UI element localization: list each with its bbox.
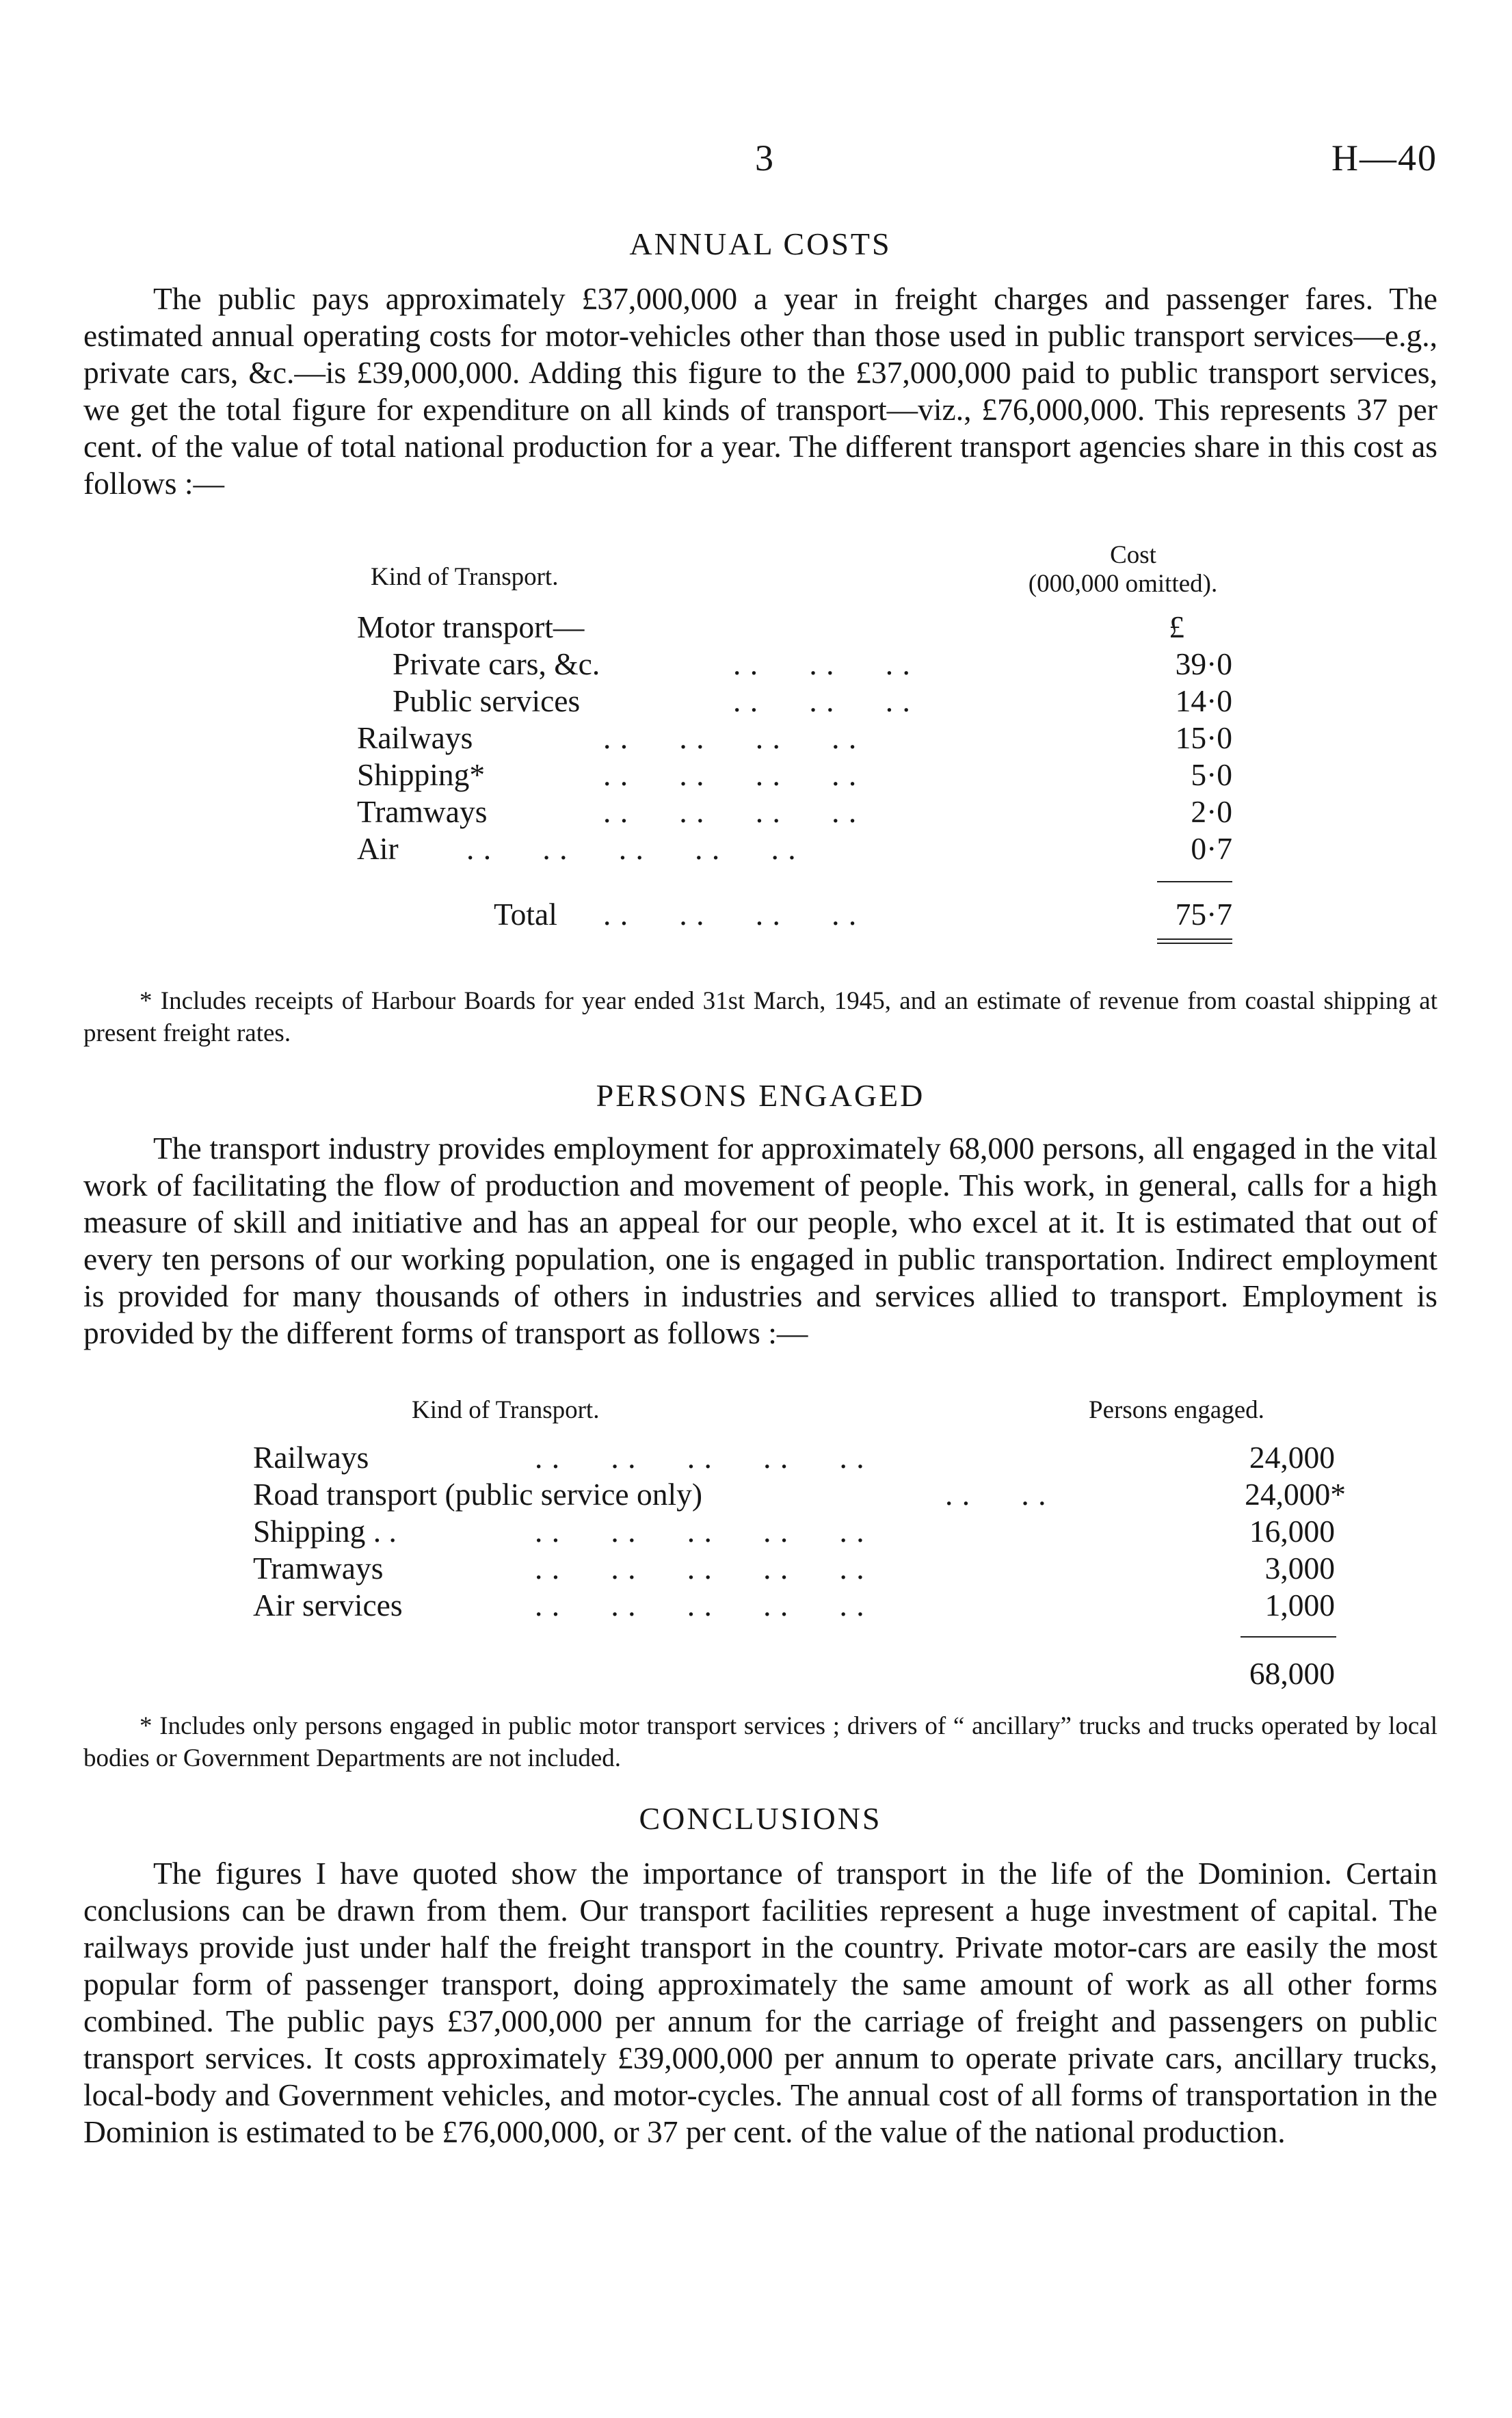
persons-engaged-footnote bbox=[83, 1710, 1437, 1774]
cost-row-leader: . . . . . . bbox=[733, 683, 911, 718]
cost-row-leader: . . . . . . . . bbox=[603, 794, 858, 829]
persons-row-leader: . . . . bbox=[945, 1477, 1047, 1512]
cost-row-label: Public services bbox=[393, 683, 581, 718]
cost-row-value: 0·7 bbox=[1191, 831, 1232, 866]
persons-row-label: Shipping . . bbox=[253, 1514, 397, 1549]
cost-row-value: 2·0 bbox=[1191, 794, 1232, 829]
cost-table-col-cost-line2: (000,000 omitted). bbox=[1028, 570, 1218, 598]
persons-row-leader: . . . . . . . . . . bbox=[535, 1440, 865, 1475]
persons-row-label: Tramways bbox=[253, 1551, 384, 1586]
cost-row-label: Air bbox=[357, 831, 399, 866]
cost-group-label: Motor transport— bbox=[357, 609, 585, 644]
conclusions-paragraph bbox=[83, 1855, 1437, 2151]
persons-engaged-footnote-text: * Includes only persons engaged in public motor transport services ; drivers of “ ancillary” trucks and trucks operated by local bodies or Government Departments are not included. bbox=[83, 1712, 1437, 1772]
cost-row-value: 39·0 bbox=[1175, 646, 1232, 681]
annual-costs-paragraph bbox=[83, 280, 1437, 502]
cost-row bbox=[83, 683, 1437, 720]
cost-row bbox=[83, 720, 1437, 757]
persons-engaged-paragraph bbox=[83, 1130, 1437, 1352]
cost-total-label: Total bbox=[494, 897, 557, 932]
persons-engaged-heading: PERSONS ENGAGED bbox=[596, 1078, 925, 1113]
cost-table-col-kind: Kind of Transport. bbox=[371, 563, 559, 591]
persons-total-value: 68,000 bbox=[1249, 1656, 1335, 1691]
cost-table-col-cost-line1: Cost bbox=[1110, 541, 1156, 569]
cost-row bbox=[83, 793, 1437, 830]
cost-table bbox=[83, 540, 1437, 978]
cost-row-leader: . . . . . . bbox=[733, 646, 911, 681]
cost-total-value: 75·7 bbox=[1175, 897, 1232, 932]
cost-total-leader: . . . . . . . . bbox=[603, 897, 858, 932]
persons-table-col-kind: Kind of Transport. bbox=[412, 1396, 600, 1424]
persons-row-value: 24,000 bbox=[1249, 1440, 1335, 1475]
cost-total-rule bbox=[1157, 881, 1232, 882]
cost-row-leader: . . . . . . . . bbox=[603, 720, 858, 755]
cost-row-leader: . . . . . . . . bbox=[603, 757, 858, 792]
persons-row-leader: . . . . . . . . . . bbox=[535, 1551, 865, 1586]
annual-costs-heading: ANNUAL COSTS bbox=[629, 226, 892, 261]
cost-row-value: 5·0 bbox=[1191, 757, 1232, 792]
persons-row bbox=[83, 1513, 1437, 1550]
persons-row bbox=[83, 1587, 1437, 1624]
persons-row-leader: . . . . . . . . . . bbox=[535, 1588, 865, 1622]
cost-row-label: Tramways bbox=[357, 794, 488, 829]
persons-row-value: 1,000 bbox=[1264, 1588, 1335, 1622]
document-code: H—40 bbox=[1331, 137, 1437, 179]
conclusions-heading: CONCLUSIONS bbox=[639, 1801, 882, 1836]
cost-row bbox=[83, 830, 1437, 867]
page-number: 3 bbox=[755, 137, 773, 179]
page-header bbox=[83, 137, 1437, 185]
persons-row bbox=[83, 1550, 1437, 1587]
conclusions-text: The figures I have quoted show the importance of transport in the life of the Dominion. Certain conclusions can be drawn from them. Our transport facilities represent a huge investment of capital. The railways provide just under half the freight transport in the country. Private motor-cars are easily the most popular form of passenger transport, doing approximately the same amount of work as all other forms combined. The public pays £37,000,000 per annum for the carriage of freight and passengers on public transport services. It costs approximately £39,000,000 per annum to operate private cars, ancillary trucks, local-body and Government vehicles, and motor-cycles. The annual cost of all forms of transportation in the Dominion is estimated to be £76,000,000, or 37 per cent. of the value of the national production. bbox=[83, 1856, 1437, 2149]
persons-total-row bbox=[83, 1655, 1437, 1692]
persons-row-value: 24,000* bbox=[1245, 1477, 1346, 1512]
persons-row-label: Air services bbox=[253, 1588, 403, 1622]
cost-row-label: Shipping* bbox=[357, 757, 486, 792]
persons-total-rule bbox=[1241, 1636, 1336, 1638]
cost-row bbox=[83, 757, 1437, 793]
persons-engaged-text: The transport industry provides employment for approximately 68,000 persons, all engaged in the vital work of facilitating the flow of production and movement of people. This work, in general, calls for a high measure of skill and initiative and has an appeal for our people, who excel at it. It is estimated that out of every ten persons of our working population, one is engaged in public transportation. Indirect employment is provided for many thousands of others in industries and services allied to transport. Employment is provided by the different forms of transport as follows :— bbox=[83, 1131, 1437, 1350]
cost-row-value: 15·0 bbox=[1175, 720, 1232, 755]
cost-row-leader: . . . . . . . . . . bbox=[466, 831, 797, 866]
persons-row bbox=[83, 1439, 1437, 1476]
cost-double-rule-bottom bbox=[1157, 943, 1232, 944]
persons-row-label: Railways bbox=[253, 1440, 369, 1475]
cost-row-value: 14·0 bbox=[1175, 683, 1232, 718]
cost-row-label: Private cars, &c. bbox=[393, 646, 600, 681]
cost-group-row bbox=[83, 609, 1437, 646]
cost-double-rule-top bbox=[1157, 938, 1232, 940]
persons-row-value: 3,000 bbox=[1264, 1551, 1335, 1586]
annual-costs-footnote-text: * Includes receipts of Harbour Boards for year ended 31st March, 1945, and an estimate of revenue from coastal shipping at present freight rates. bbox=[83, 987, 1437, 1047]
persons-row-label: Road transport (public service only) bbox=[253, 1477, 703, 1512]
persons-row-value: 16,000 bbox=[1249, 1514, 1335, 1549]
persons-row-leader: . . . . . . . . . . bbox=[535, 1514, 865, 1549]
cost-total-row bbox=[83, 896, 1437, 933]
cost-row-label: Railways bbox=[357, 720, 473, 755]
persons-table bbox=[83, 1395, 1437, 1710]
persons-row bbox=[83, 1476, 1437, 1513]
cost-unit: £ bbox=[1169, 609, 1184, 644]
persons-table-col-persons: Persons engaged. bbox=[1089, 1396, 1264, 1424]
annual-costs-footnote bbox=[83, 985, 1437, 1049]
cost-row bbox=[83, 646, 1437, 683]
annual-costs-text: The public pays approximately £37,000,000 a year in freight charges and passenger fares. The estimated annual operating costs for motor-vehicles other than those used in public transport services—e.g., private cars, &c.—is £39,000,000. Adding this figure to the £37,000,000 paid to public transport services, we get the total figure for expenditure on all kinds of transport—viz., £76,000,000. This represents 37 per cent. of the value of total national production for a year. The different transport agencies share in this cost as follows :— bbox=[83, 281, 1437, 501]
